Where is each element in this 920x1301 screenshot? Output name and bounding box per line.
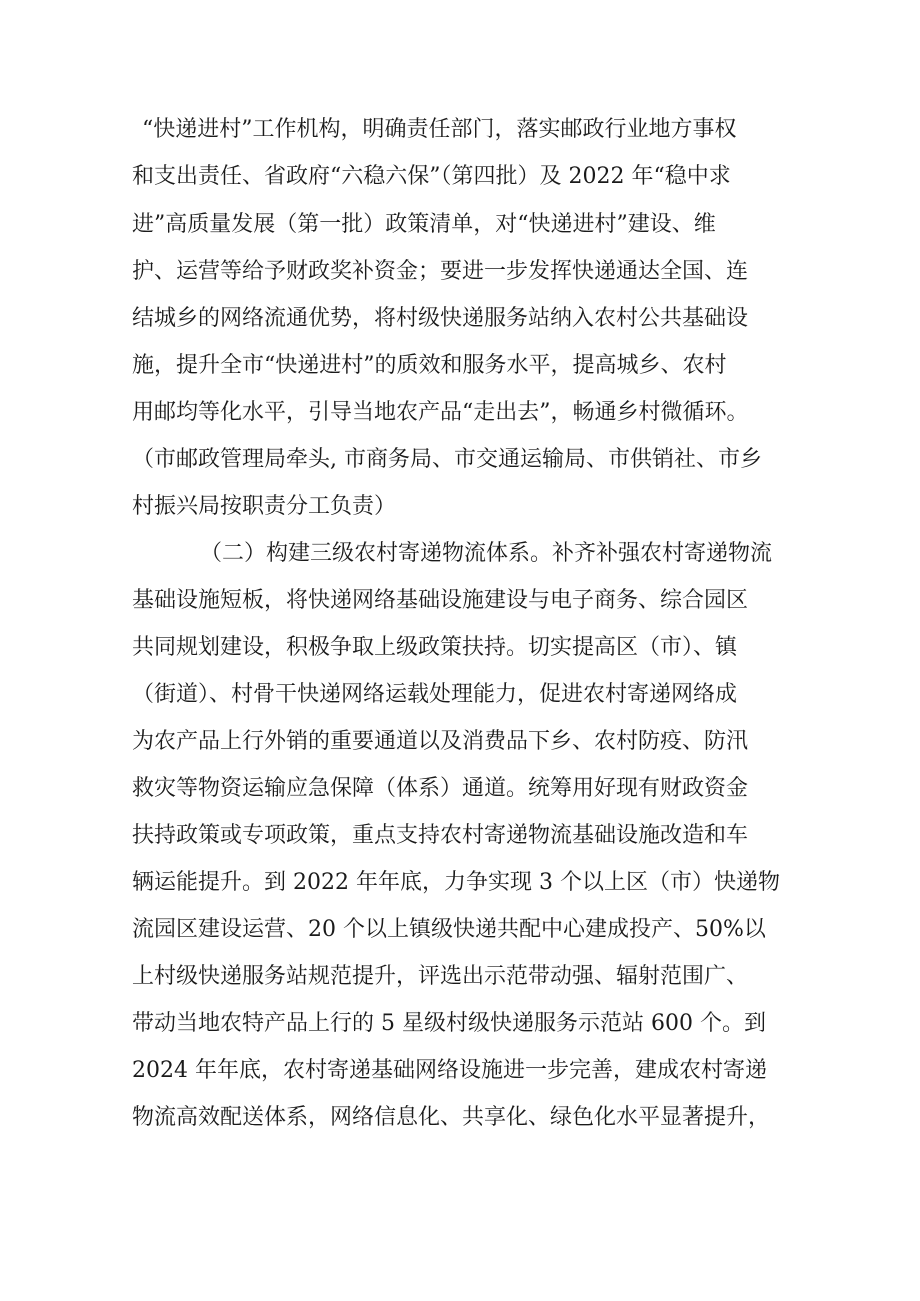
text-line-3: 进”高质量发展（第一批）政策清单，对“快递进村”建设、维 [132, 212, 716, 237]
text-line-17: 辆运能提升。到 2022 年年底，力争实现 3 个以上区（市）快递物 [132, 870, 780, 895]
text-line-12: 共同规划建设，积极争取上级政策扶持。切实提高区（市）、镇 [132, 635, 738, 660]
text-line-8: （市邮政管理局牵头, 市商务局、市交通运输局、市供销社、市乡 [132, 447, 762, 472]
text-line-11: 基础设施短板，将快递网络基础设施建设与电子商务、综合园区 [132, 588, 749, 613]
text-line-15: 救灾等物资运输应急保障（体系）通道。统筹用好现有财政资金 [132, 776, 749, 801]
text-line-22: 物流高效配送体系，网络信息化、共享化、绿色化水平显著提升， [132, 1105, 771, 1130]
paragraph-heading-line: （二）构建三级农村寄递物流体系。补齐补强农村寄递物流 [200, 541, 773, 566]
text-line-16: 扶持政策或专项政策，重点支持农村寄递物流基础设施改造和车 [132, 823, 749, 848]
text-line-13: （街道）、村骨干快递网络运载处理能力，促进农村寄递网络成 [132, 682, 738, 707]
text-line-4: 护、运营等给予财政奖补资金；要进一步发挥快递通达全国、连 [132, 259, 749, 284]
text-line-2: 和支出责任、省政府“六稳六保”（第四批）及 2022 年“稳中求 [132, 164, 731, 189]
text-line-14: 为农产品上行外销的重要通道以及消费品下乡、农村防疫、防汛 [132, 729, 749, 754]
text-line-20: 带动当地农特产品上行的 5 星级村级快递服务示范站 600 个。到 [132, 1011, 766, 1036]
text-line-7: 用邮均等化水平，引导当地农产品“走出去”，畅通乡村微循环。 [132, 400, 749, 425]
text-line-9: 村振兴局按职责分工负责） [132, 494, 397, 519]
text-line-18: 流园区建设运营、20 个以上镇级快递共配中心建成投产、50%以 [132, 917, 766, 942]
text-line-5: 结城乡的网络流通优势，将村级快递服务站纳入农村公共基础设 [132, 306, 749, 331]
text-line-21: 2024 年年底，农村寄递基础网络设施进一步完善，建成农村寄递 [132, 1058, 767, 1083]
text-line-19: 上村级快递服务站规范提升，评选出示范带动强、辐射范围广、 [132, 964, 749, 989]
text-line-6: 施，提升全市“快递进村”的质效和服务水平，提高城乡、农村 [132, 353, 727, 378]
text-line-1: “快递进村”工作机构，明确责任部门，落实邮政行业地方事权 [142, 117, 737, 142]
